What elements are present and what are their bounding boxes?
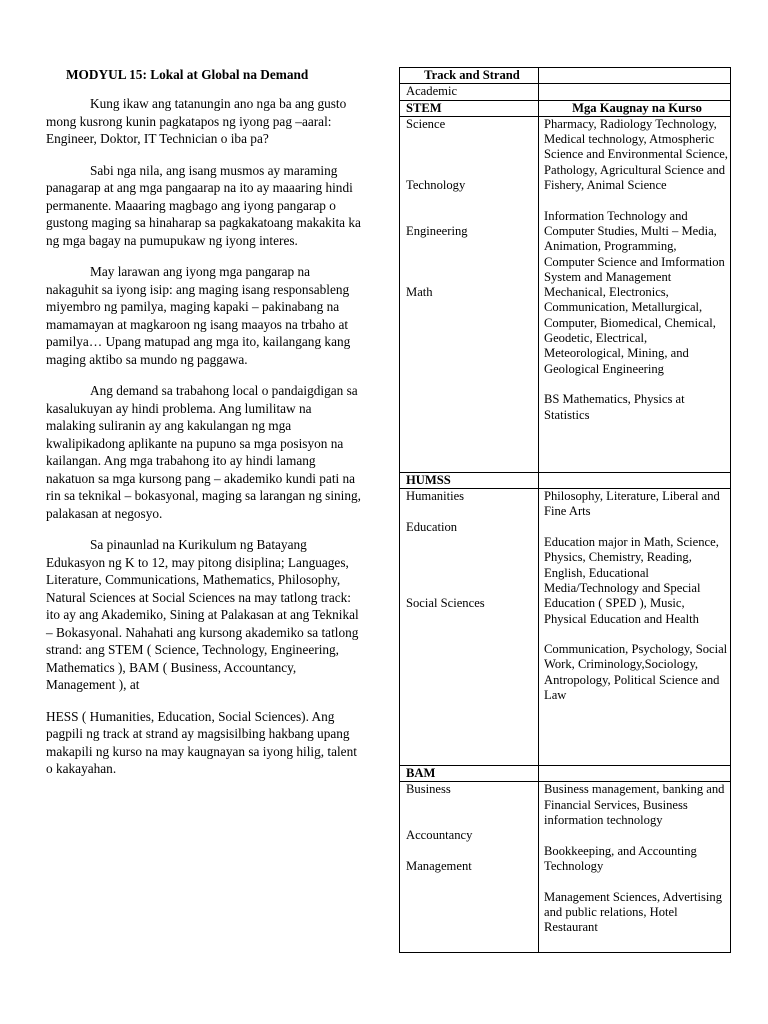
paragraph-6: HESS ( Humanities, Education, Social Sciences). Ang pagpili ng track at strand ay magsisilbing hakbang upang makapili ng kurso na may kaugnayan sa iyong hilig, talent o kakayahan. (46, 708, 357, 776)
paragraph-3: May larawan ang iyong mga pangarap na nakaguhit sa iyong isip: ang maging isang responsableng miyembro ng pamilya, maging kapaki – pakinabang na mamamayan at magkaroon ng isang maayos na trbaho at pamilya… Upang matupad ang mga ito, kailangang kang maging aktibo sa mundo ng paggawa. (46, 264, 351, 367)
humss-courses (539, 489, 731, 766)
paragraph-1: Kung ikaw ang tatanungin ano nga ba ang gusto mong kusrong kunin pagkatapos ng iyong pag –aaral: Engineer, Doktor, IT Technician o iba pa? (46, 96, 347, 146)
course-list: Philosophy, Literature, Liberal and Fine Arts (544, 489, 720, 519)
track-strand-header: Track and Strand (400, 68, 539, 84)
paragraph-4: Ang demand sa trabahong local o pandaigdigan sa kasalukuyan ay hindi problema. Ang lumilitaw na malaking suliranin ay ang kakulangan ng mga kwalipikadong aplikante na pupuno sa mga posisyon na kailangan. Ang mga trabahong ito ay hindi lamang nakatuon sa mga kursong pang – akademiko kundi pati na rin sa teknikal – bokasyonal, maging sa larangan ng sining, palakasan at negosyo. (46, 383, 361, 521)
bam-content-row (400, 782, 731, 953)
humss-label: HUMSS (400, 472, 539, 488)
lesson-text (46, 66, 364, 792)
bam-subjects (400, 782, 539, 953)
strand-subject: Business (406, 782, 451, 797)
academic-row (400, 84, 731, 100)
stem-subjects (400, 116, 539, 472)
table-header-row (400, 68, 731, 84)
course-list: Information Technology and Computer Studies, Multi – Media, Animation, Programming, Computer Science and Imformation System and Management Mechanical, Electronics, Communication, Metallurgical, Computer, Biomedical, Chemical, Geodetic, Electrical, Meteorological, Mining, and Geological Engineering (544, 208, 725, 376)
humss-header-row (400, 472, 731, 488)
strand-subject: Education (406, 519, 458, 534)
strand-subject: Humanities (406, 489, 465, 504)
course-list: Management Sciences, Advertising and public relations, Hotel Restaurant (544, 889, 723, 935)
stem-header-row (400, 100, 731, 116)
humss-content-row (400, 489, 731, 766)
stem-label: STEM (400, 100, 539, 116)
course-list: Pharmacy, Radiology Technology, Medical technology, Atmospheric Science and Environmental Science, Pathology, Agricultural Science and Fishery, Animal Science (544, 116, 728, 193)
header-empty-cell (539, 68, 731, 84)
bam-courses (539, 782, 731, 953)
strand-subject: Technology (406, 178, 466, 193)
bam-header-row (400, 766, 731, 782)
course-list: Education major in Math, Science, Physics, Chemistry, Reading, English, Educational Media/Technology and Special Education ( SPED ), Music, Physical Education and Health (544, 535, 719, 626)
paragraph-5: Sa pinaunlad na Kurikulum ng Batayang Edukasyon ng K to 12, may pitong disiplina; Languages, Literature, Communications, Mathematics, Philosophy, Natural Sciences at Social Sciences na may tatlong track: ito ay ang Akademiko, Sining at Palakasan at ang Teknikal – Bokasyonal. Nahahati ang kursong akademiko sa tatlong strand: ang STEM ( Science, Technology, Engineering, Mathematics ), BAM ( Business, Accountancy, Management ), at (46, 537, 359, 692)
courses-header: Mga Kaugnay na Kurso (539, 100, 731, 116)
bam-label: BAM (400, 766, 539, 782)
course-list: Communication, Psychology, Social Work, Criminology,Sociology, Antropology, Political Science and Law (544, 642, 728, 703)
humss-subjects (400, 489, 539, 766)
strand-subject: Science (406, 116, 446, 131)
academic-label: Academic (400, 84, 539, 100)
strand-subject: Engineering (406, 223, 468, 238)
strand-subject: Social Sciences (406, 596, 485, 611)
strand-subject: Accountancy (406, 828, 473, 843)
course-list: BS Mathematics, Physics at Statistics (544, 392, 685, 422)
module-title: MODYUL 15: Lokal at Global na Demand (66, 67, 309, 82)
strand-subject: Math (406, 285, 433, 300)
strand-subject: Management (406, 858, 472, 873)
track-strand-table (399, 67, 731, 953)
stem-content-row (400, 116, 731, 472)
paragraph-2: Sabi nga nila, ang isang musmos ay maraming panagarap at ang mga pangaarap na ito ay maaaring hindi permanente. Maaaring magbago ang iyong pangarap o gustong maging sa hinaharap sa pagkakatoang makakita ka ng mga bagay na pumupukaw ng iyong interes. (46, 162, 361, 248)
stem-courses (539, 116, 731, 472)
course-list: Business management, banking and Financial Services, Business information technology (544, 782, 725, 828)
course-list: Bookkeeping, and Accounting Technology (544, 843, 697, 873)
